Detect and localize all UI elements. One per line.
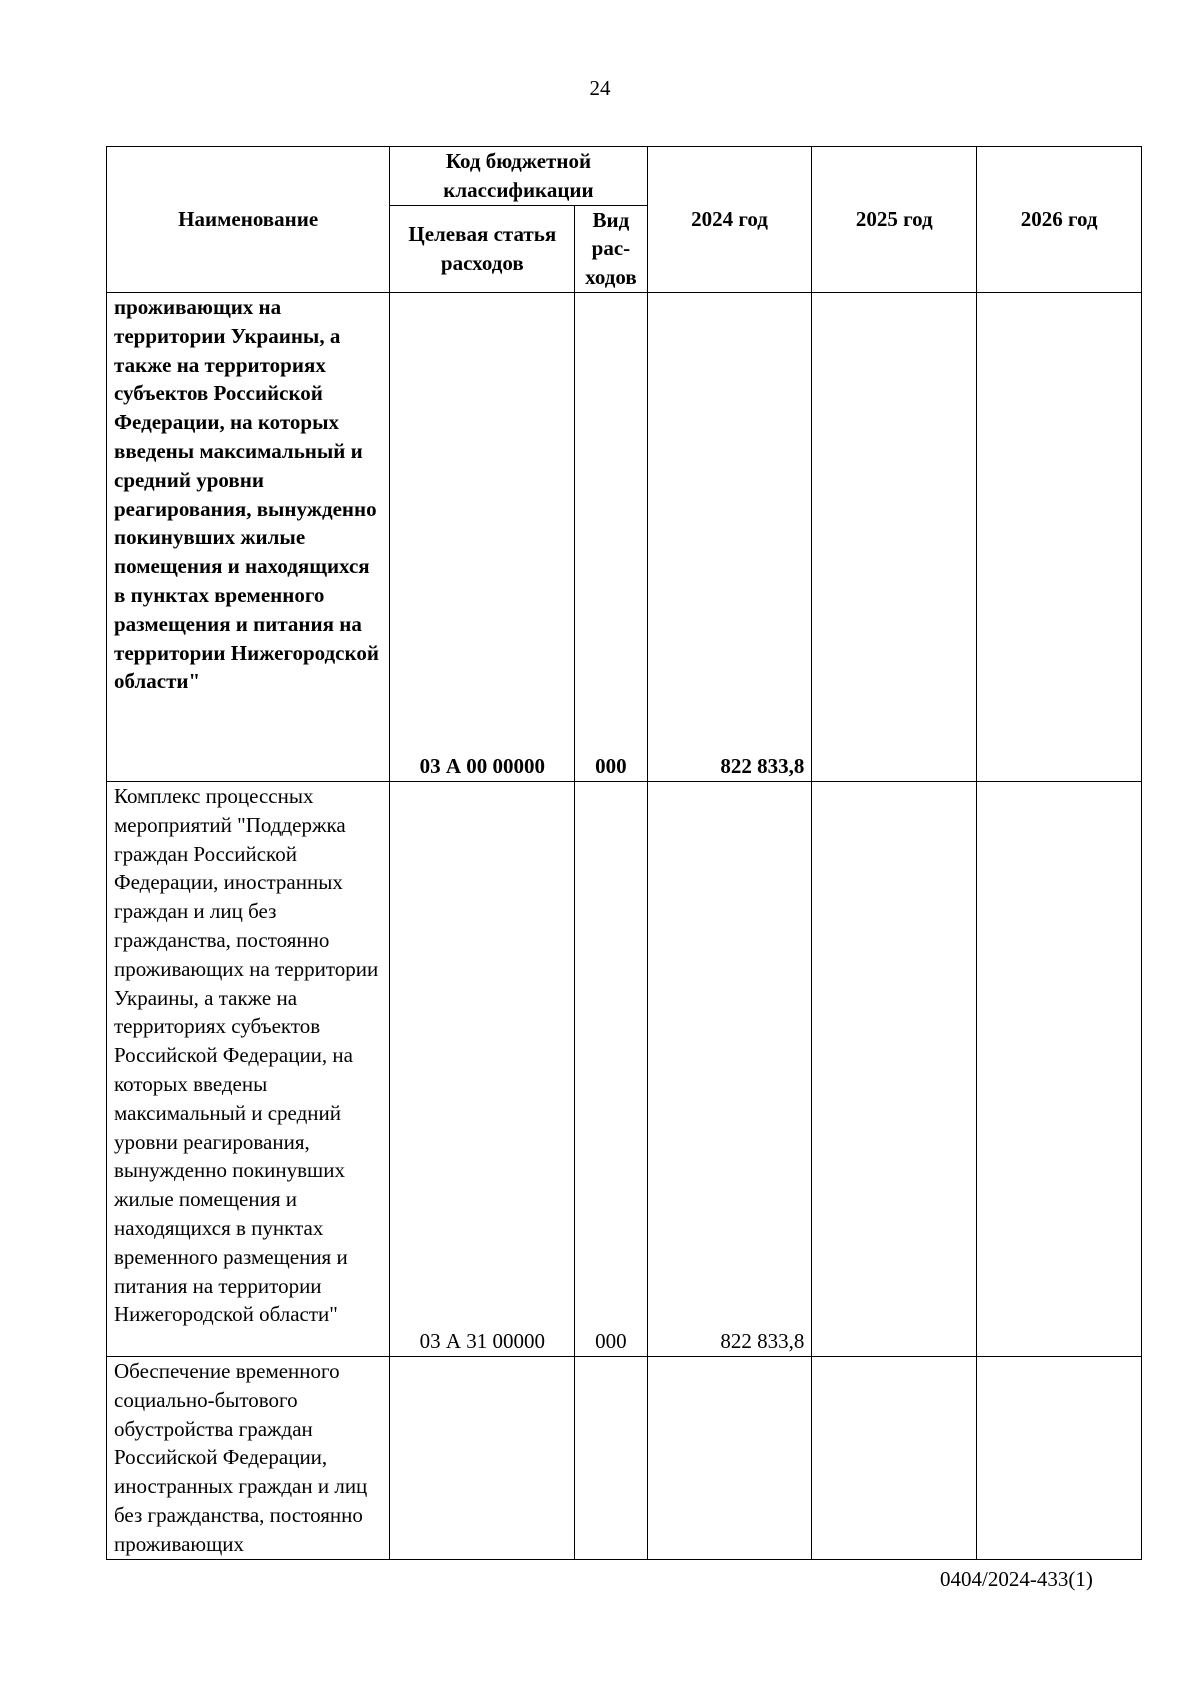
header-code-group: Код бюджетной классификации	[390, 147, 647, 206]
row-target-article: 03 А 00 00000	[390, 292, 575, 781]
header-target-article: Целевая статья расходов	[390, 205, 575, 292]
row-expense-type: 000	[575, 781, 647, 1356]
row-amount-2025	[812, 292, 977, 781]
table-row	[107, 1356, 1142, 1559]
row-amount-2025	[812, 1356, 977, 1559]
header-year-2024: 2024 год	[647, 147, 812, 293]
row-expense-type	[575, 1356, 647, 1559]
row-name: проживающих на территории Украины, а также на территориях субъектов Российской Федерации, на которых введены максимальный и средний уровни реагирования, вынужденно покинувших жилые помещения и находящихся в пунктах временного размещения и питания на территории Нижегородской области"	[107, 292, 390, 781]
row-amount-2024	[647, 1356, 812, 1559]
row-amount-2026	[977, 1356, 1142, 1559]
row-name: Комплекс процессных мероприятий "Поддержка граждан Российской Федерации, иностранных граждан и лиц без гражданства, постоянно проживающих на территории Украины, а также на территориях субъектов Российской Федерации, на которых введены максимальный и средний уровни реагирования, вынужденно покинувших жилые помещения и находящихся в пунктах временного размещения и питания на территории Нижегородской области"	[107, 781, 390, 1356]
table-row	[107, 292, 1142, 781]
row-target-article	[390, 1356, 575, 1559]
row-amount-2024: 822 833,8	[647, 292, 812, 781]
row-amount-2024: 822 833,8	[647, 781, 812, 1356]
page-number: 24	[589, 76, 611, 100]
header-expense-type: Вид рас-ходов	[575, 205, 647, 292]
row-expense-type: 000	[575, 292, 647, 781]
budget-table	[106, 146, 1142, 1560]
table-row	[107, 781, 1142, 1356]
header-name: Наименование	[107, 147, 390, 293]
row-amount-2026	[977, 292, 1142, 781]
row-amount-2025	[812, 781, 977, 1356]
header-year-2025: 2025 год	[812, 147, 977, 293]
row-amount-2026	[977, 781, 1142, 1356]
document-code: 0404/2024-433(1)	[940, 1567, 1093, 1591]
header-year-2026: 2026 год	[977, 147, 1142, 293]
row-name: Обеспечение временного социально-бытового обустройства граждан Российской Федерации, иностранных граждан и лиц без гражданства, постоянно проживающих	[107, 1356, 390, 1559]
row-target-article: 03 А 31 00000	[390, 781, 575, 1356]
